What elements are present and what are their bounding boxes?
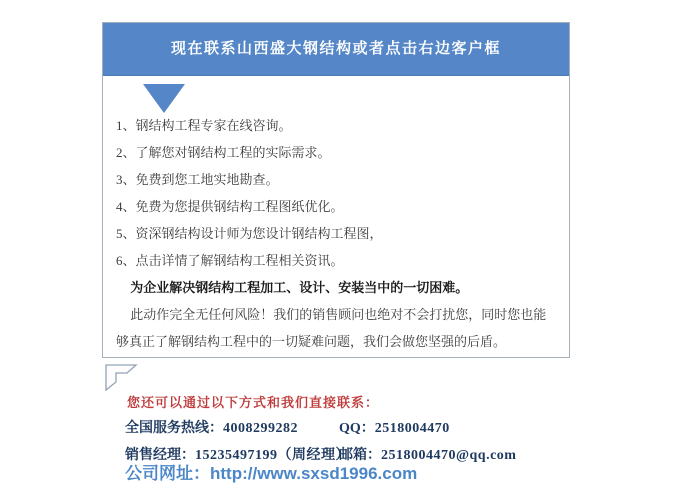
banner [103, 23, 569, 76]
email-value: 2518004470@qq.com [381, 448, 517, 463]
website-row [125, 459, 417, 484]
down-arrow-icon [143, 84, 185, 113]
corner-flag-icon [103, 360, 138, 392]
contact-intro: 您还可以通过以下方式和我们直接联系： [127, 395, 380, 410]
step-item: 5、资深钢结构设计师为您设计钢结构工程图， [116, 226, 383, 241]
manager-label: 销售经理： [125, 448, 195, 463]
manager-value: 15235497199（周经理） [195, 448, 350, 463]
pitch-headline: 为企业解决钢结构工程加工、设计、安装当中的一切困难。 [130, 280, 469, 295]
hotline-label: 全国服务热线： [125, 421, 223, 436]
hotline-number: 4008299282 [223, 421, 298, 436]
qq-field [339, 417, 450, 437]
qq-label: QQ： [339, 421, 375, 436]
email-label: 邮箱： [339, 448, 381, 463]
step-item: 6、点击详情了解钢结构工程相关资讯。 [116, 253, 344, 268]
steps-list [116, 112, 558, 355]
website-link[interactable]: http://www.sxsd1996.com [210, 464, 418, 483]
step-item: 3、免费到您工地实地勘查。 [116, 172, 279, 187]
promo-box [102, 22, 570, 358]
banner-title: 现在联系山西盛大钢结构或者点击右边客户框 [170, 41, 501, 57]
step-item: 1、钢结构工程专家在线咨询。 [116, 118, 292, 133]
hotline-row [125, 417, 555, 437]
qq-number: 2518004470 [374, 421, 450, 436]
website-label: 公司网址： [125, 464, 210, 483]
step-item: 4、免费为您提供钢结构工程图纸优化。 [116, 199, 344, 214]
step-item: 2、了解您对钢结构工程的实际需求。 [116, 145, 331, 160]
pitch-body: 此动作完全无任何风险！我们的销售顾问也绝对不会打扰您，同时您也能够真正了解钢结构工程中的一切疑难问题，我们会做您坚强的后盾。 [116, 307, 547, 349]
